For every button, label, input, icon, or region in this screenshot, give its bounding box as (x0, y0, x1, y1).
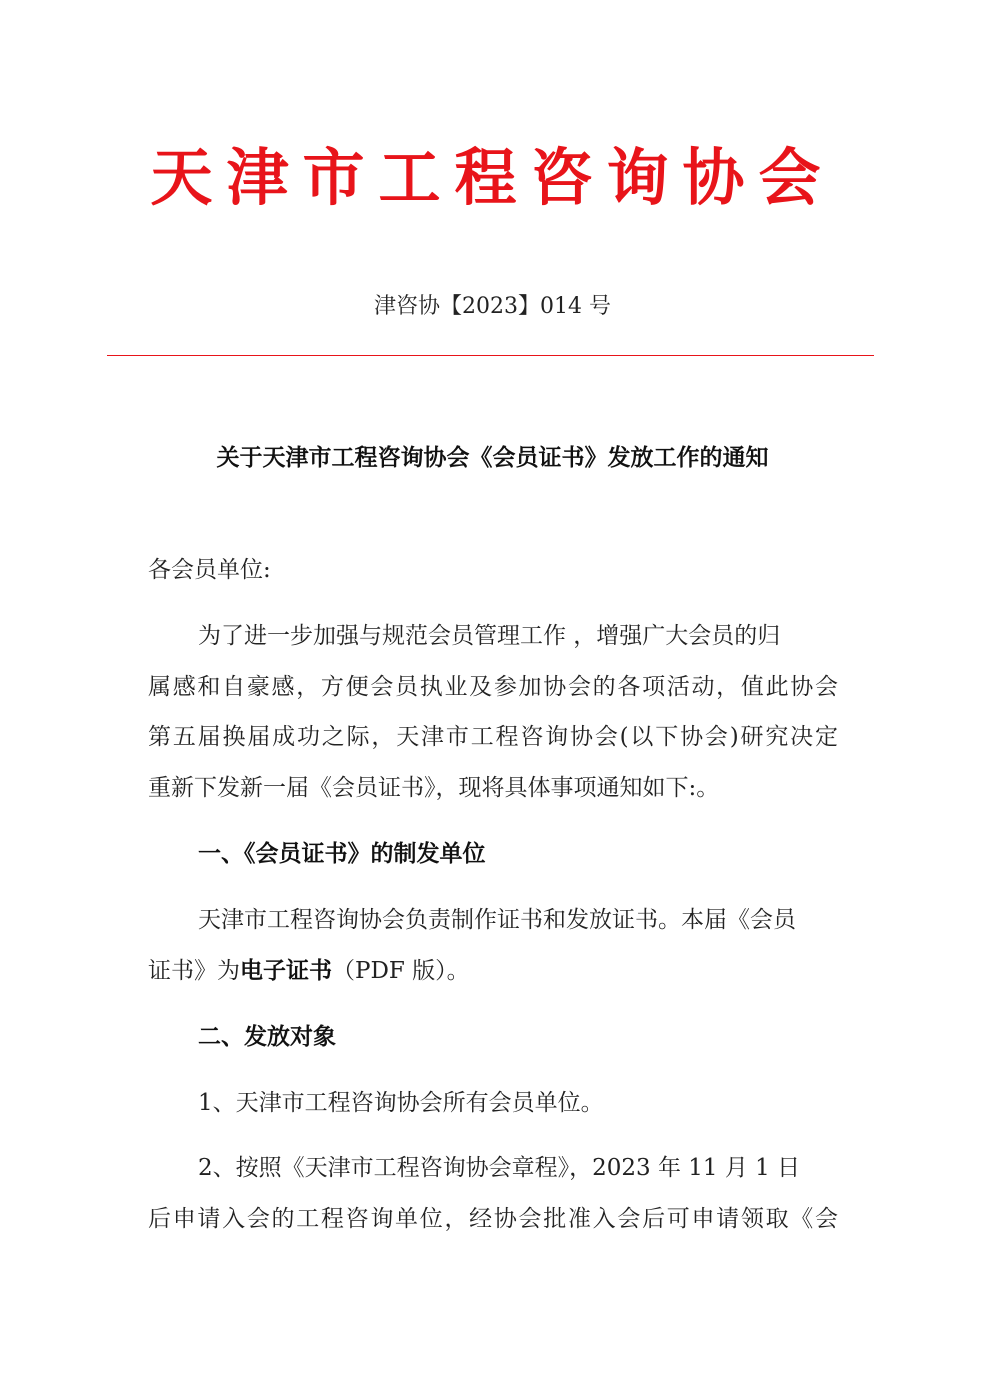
section-1-line-2-pre: 证书》为 (148, 958, 240, 984)
salutation: 各会员单位: (148, 557, 271, 583)
section-2-item-1: 1、天津市工程咨询协会所有会员单位。 (198, 1090, 604, 1116)
section-1-line-1: 天津市工程咨询协会负责制作证书和发放证书。本届《会员 (198, 907, 796, 933)
section-1-line-2 (148, 954, 470, 988)
organization-title: 天津市工程咨询协会 (150, 141, 835, 214)
intro-line-1: 为了进一步加强与规范会员管理工作 ，增强广大会员的归 (198, 623, 781, 649)
section-2-item-2-line-1: 2、按照《天津市工程咨询协会章程》，2023 年 11 月 1 日 (198, 1155, 801, 1181)
intro-line-4: 重新下发新一届《会员证书》，现将具体事项通知如下:。 (148, 775, 720, 801)
section-1-line-2-post: （PDF 版）。 (332, 958, 470, 984)
intro-line-2: 属感和自豪感，方便会员执业及参加协会的各项活动，值此协会 (148, 674, 838, 700)
intro-line-3: 第五届换届成功之际，天津市工程咨询协会(以下协会)研究决定 (148, 724, 838, 750)
document-number: 津咨协【2023】014 号 (374, 294, 611, 319)
section-1-line-2-bold: 电子证书 (240, 958, 332, 984)
section-2-item-2-line-2: 后申请入会的工程咨询单位，经协会批准入会后可申请领取《会 (148, 1206, 838, 1232)
section-2-heading: 二、发放对象 (198, 1024, 336, 1050)
section-1-heading: 一、《会员证书》的制发单位 (198, 841, 486, 867)
header-divider (107, 355, 874, 356)
notice-title: 关于天津市工程咨询协会《会员证书》发放工作的通知 (216, 445, 769, 471)
